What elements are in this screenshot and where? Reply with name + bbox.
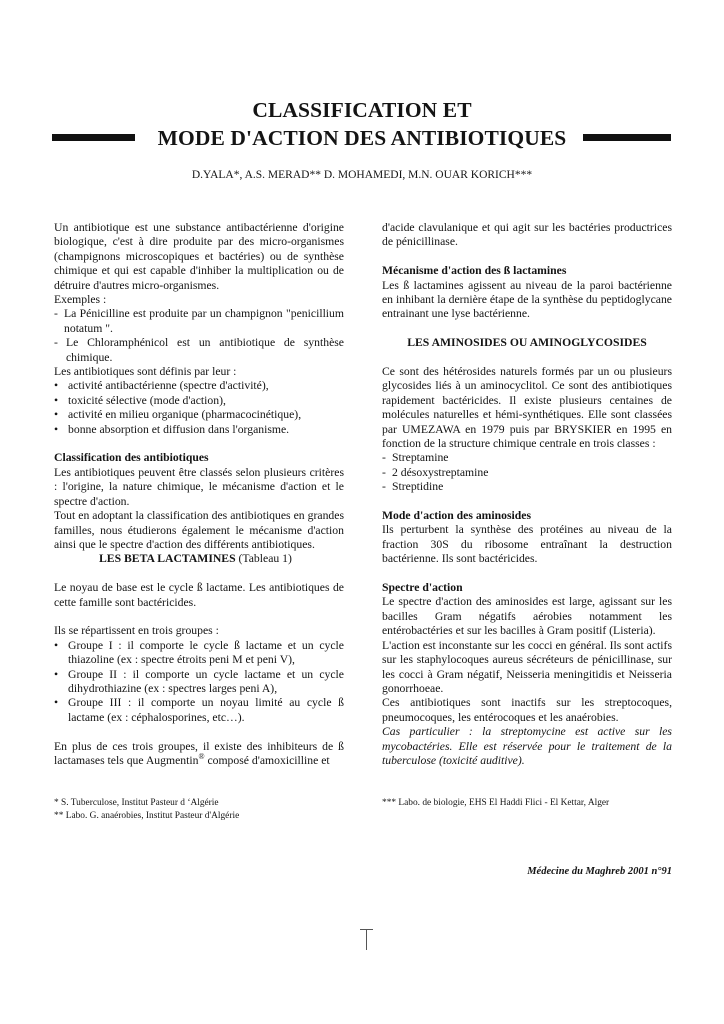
list-item: • activité en milieu organique (pharmacocinétique), (54, 408, 302, 422)
article-title-line2: MODE D'ACTION DES ANTIBIOTIQUES (157, 126, 567, 150)
intro-paragraph: Un antibiotique est une substance antibactérienne d'origine biologique, c'est à dire produite par des micro-organismes (champignons microscopiques et bactéries) ou de synthèse chimique et qui est capable d'inhiber la multiplication ou de détruire d'autres micro-organismes. (54, 221, 344, 292)
mode-action-text: Ils perturbent la synthèse des protéines au niveau de la fraction 30S du ribosome entraînant la destruction bactérienne. Ils sont bactéricides. (382, 523, 672, 566)
list-item: • Groupe I : il comporte le cycle ß lactame et un cycle thiazoline (ex : spectre étroits peni M et peni V), (54, 638, 344, 667)
groups-intro: Ils se répartissent en trois groupes : (54, 624, 219, 638)
list-item: • activité antibactérienne (spectre d'activité), (54, 379, 269, 393)
authors: D.YALA*, A.S. MERAD** D. MOHAMEDI, M.N. OUAR KORICH*** (191, 169, 533, 181)
noyau-text: Le noyau de base est le cycle ß lactame. Les antibiotiques de cette famille sont bactéricides. (54, 581, 344, 609)
classification-text: Les antibiotiques peuvent être classés selon plusieurs critères : l'origine, la nature chimique, le mécanisme d'action et le spectre d'action. (54, 465, 344, 508)
list-item: - La Pénicilline est produite par un champignon "penicillium notatum ". (54, 307, 344, 335)
beta-lactamines-heading: LES BETA LACTAMINES (Tableau 1) (99, 552, 292, 566)
aminosides-text: Ce sont des hétérosides naturels formés par un ou plusieurs glycosides liés à un aminocyclitol. Ce sont des antibiotiques rapidement bactéricides. Il existe plusieurs centaines de molécules naturelles et hémi-synthétiques. Elle sont classées par UMEZAWA en 1979 puis par BRYSKIER en 1995 en fonction de la structure chimique centrale en trois classes : (382, 365, 672, 451)
footnote-2: ** Labo. G. anaérobies, Institut Pasteur d'Algérie (54, 811, 240, 821)
list-item: - Streptidine (382, 480, 444, 494)
article-title-line1: CLASSIFICATION ET (252, 98, 472, 122)
examples-label: Exemples : (54, 293, 107, 307)
list-item: • Groupe II : il comporte un cycle lactame et un cycle dihydrothiazine (ex : spectres larges peni A), (54, 667, 344, 695)
classification-heading: Classification des antibiotiques (54, 451, 209, 465)
mode-action-heading: Mode d'action des aminosides (382, 509, 532, 523)
left-column (54, 221, 344, 768)
spectre-text-1: Le spectre d'action des aminosides est large, agissant sur les bacilles Gram négatifs aérobies notamment les entérobactéries et sur les bacilles à Gram positif (Listeria). (382, 595, 672, 638)
list-item: • toxicité sélective (mode d'action), (54, 393, 226, 407)
mecanisme-heading: Mécanisme d'action des ß lactamines (382, 264, 567, 278)
list-item: - Le Chloramphénicol est un antibiotique de synthèse chimique. (54, 336, 344, 364)
crop-mark-icon (360, 929, 373, 950)
classification-text-2: Tout en adoptant la classification des antibiotiques en grandes familles, nous étudierons également le mécanisme d'action ainsi que le spectre d'action des différents antibiotiques. (54, 509, 344, 551)
list-item: • Groupe III : il comporte un noyau limité au cycle ß lactame (ex : céphalosporines, etc…). (54, 696, 344, 724)
continuation-text: d'acide clavulanique et qui agit sur les bactéries productrices de pénicillinase. (382, 221, 672, 249)
aminosides-heading: LES AMINOSIDES OU AMINOGLYCOSIDES (407, 336, 647, 350)
footnote-3: *** Labo. de biologie, EHS El Haddi Flici - El Kettar, Alger (382, 798, 610, 808)
spectre-text-3: Ces antibiotiques sont inactifs sur les streptocoques, pneumocoques, les entérocoques et les anaérobies. (382, 696, 672, 724)
defined-text: Les antibiotiques sont définis par leur : (54, 365, 237, 379)
spectre-heading: Spectre d'action (382, 581, 463, 595)
list-item: - 2 désoxystreptamine (382, 465, 489, 479)
mecanisme-text: Les ß lactamines agissent au niveau de la paroi bactérienne en inhibant la dernière étape de la synthèse du peptidoglycane entrainant une lyse bactérienne. (382, 278, 672, 321)
inhibitors-text: En plus de ces trois groupes, il existe des inhibiteurs de ß lactamases tels que Augmentin® composé d'amoxicilline et (54, 739, 344, 767)
list-item: - Streptamine (382, 451, 449, 465)
list-item: • bonne absorption et diffusion dans l'organisme. (54, 422, 290, 436)
special-case-text: Cas particulier : la streptomycine est active sur les mycobactéries. Elle est réservée pour le traitement de la tuberculose (toxicité auditive). (382, 725, 672, 767)
journal-reference: Médecine du Maghreb 2001 n°91 (527, 866, 672, 877)
right-column (382, 221, 672, 768)
spectre-text-2: L'action est inconstante sur les cocci en général. Ils sont actifs sur les staphylocoques aureus sécréteurs de pénicillinase, sur les cocci à Gram négatif, Neisseria meningitidis et Neisseria gonorrhoeae. (382, 638, 672, 695)
footnote-1: * S. Tuberculose, Institut Pasteur d ‘Algérie (54, 798, 219, 808)
